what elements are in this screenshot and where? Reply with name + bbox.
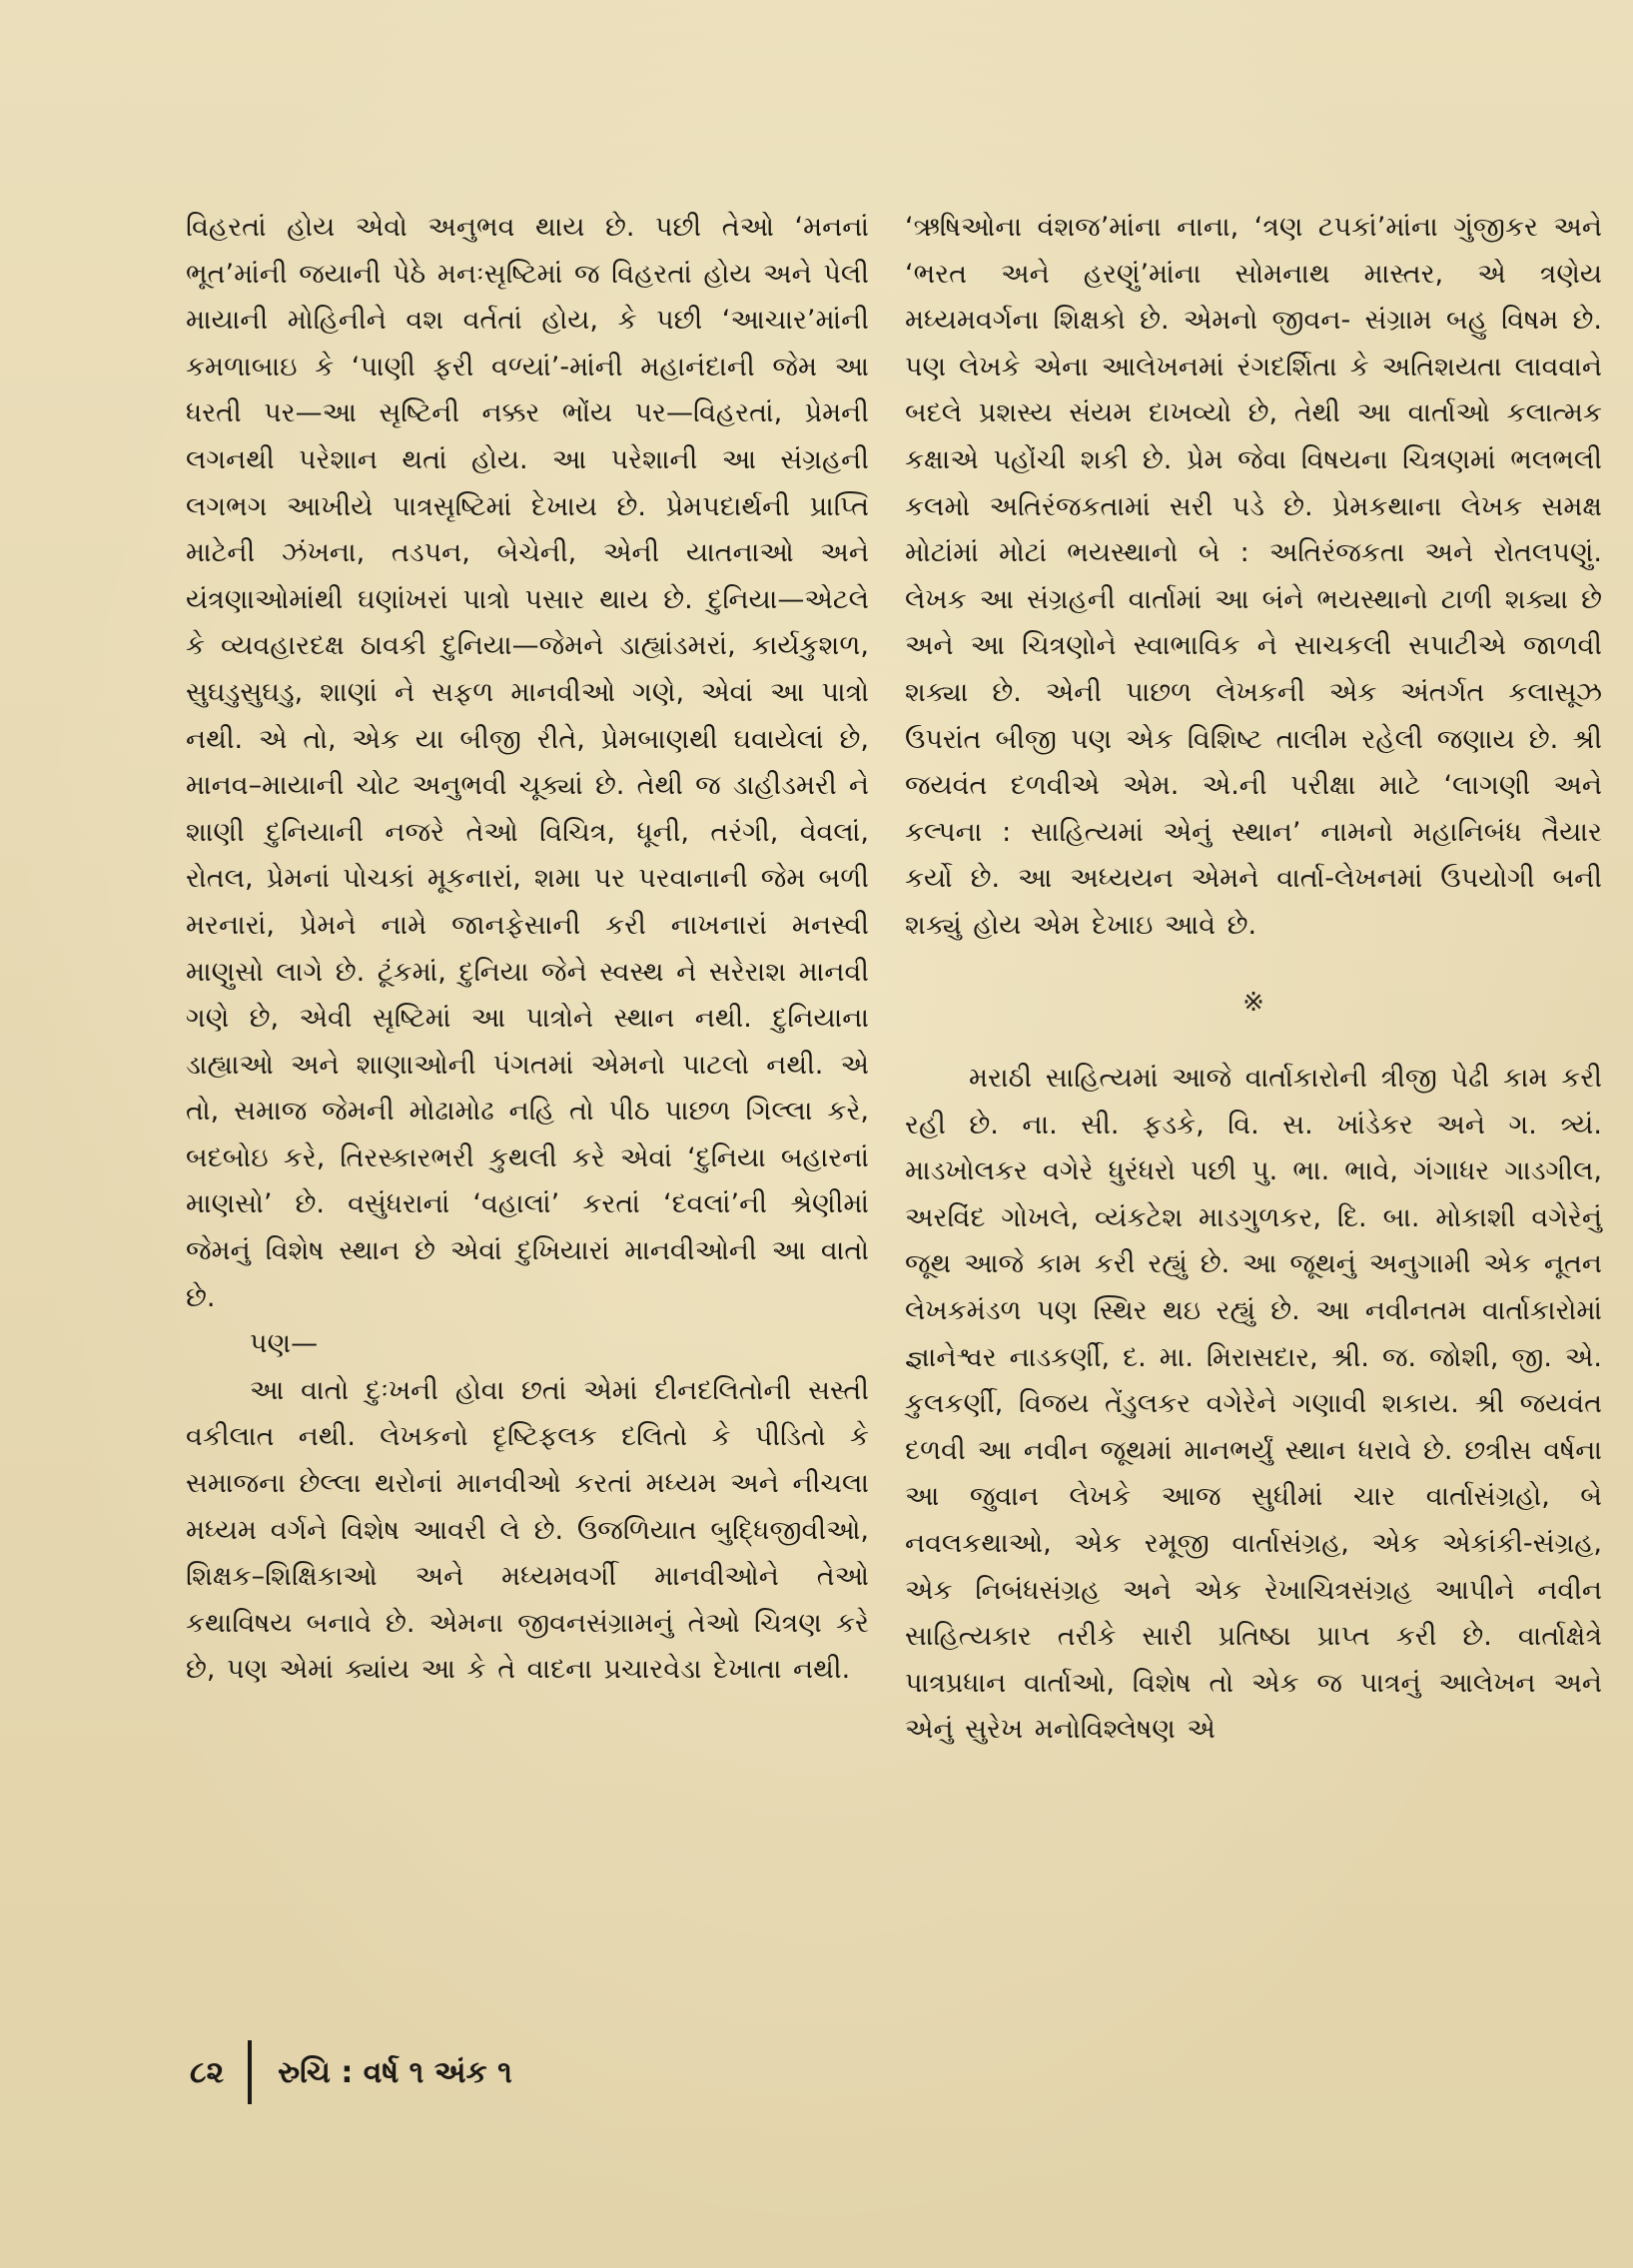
paragraph: ‘ઋષિઓના વંશજ’માંના નાના, ‘ત્રણ ટપકાં’માંના ગુંજીકર અને ‘ભરત અને હરણું’માંના સોમનાથ માસ્તર, એ ત્રણેય મધ્યમવર્ગના શિક્ષકો છે. એમનો જીવન- સંગ્રામ બહુ વિષમ છે. પણ લેખકે એના આલેખનમાં રંગદર્શિતા કે અતિશયતા લાવવાને બદલે પ્રશસ્ય સંયમ દાખવ્યો છે, તેથી આ વાર્તાઓ કલાત્મક કક્ષાએ પહોંચી શકી છે. પ્રેમ જેવા વિષયના ચિત્રણમાં ભલભલી કલમો અતિરંજકતામાં સરી પડે છે. પ્રેમકથાના લેખક સમક્ષ મોટાંમાં મોટાં ભયસ્થાનો બે : અતિરંજકતા અને રોતલપણું. લેખક આ સંગ્રહની વાર્તામાં આ બંને ભયસ્થાનો ટાળી શક્યા છે અને આ ચિત્રણોને સ્વાભાવિક ને સાચકલી સપાટીએ જાળવી શક્યા છે. એની પાછળ લેખકની એક અંતર્ગત કલાસૂઝ ઉપરાંત બીજી પણ એક વિશિષ્ટ તાલીમ રહેલી જણાય છે. શ્રી જયવંત દળવીએ એમ. એ.ની પરીક્ષા માટે ‘લાગણી અને કલ્પના : સાહિત્યમાં એનું સ્થાન’ નામનો મહાનિબંધ તૈયાર કર્યો છે. આ અધ્યયન એમને વાર્તા-લેખનમાં ઉપયોગી બની શક્યું હોય એમ દેખાઇ આવે છે. <box>905 212 1602 941</box>
journal-issue: રુચિ : વર્ષ ૧ અંક ૧ <box>278 2054 512 2090</box>
right-text-column <box>905 205 1602 1754</box>
paragraph: મરાઠી સાહિત્યમાં આજે વાર્તાકારોની ત્રીજી પેઢી કામ કરી રહી છે. ના. સી. ફડકે, વિ. સ. ખાંડેકર અને ગ. ત્ર્યં. માડખોલકર વગેરે ધુરંધરો પછી પુ. ભા. ભાવે, ગંગાધર ગાડગીલ, અરવિંદ ગોખલે, વ્યંકટેશ માડગુળકર, દિ. બા. મોકાશી વગેરેનું જૂથ આજે કામ કરી રહ્યું છે. આ જૂથનું અનુગામી એક નૂતન લેખકમંડળ પણ સ્થિર થઇ રહ્યું છે. આ નવીનતમ વાર્તાકારોમાં જ્ઞાનેશ્વર નાડકર્ણી, દ. મા. મિરાસદાર, શ્રી. જ. જોશી, જી. એ. કુલકર્ણી, વિજય તેંડુલકર વગેરેને ગણાવી શકાય. શ્રી જયવંત દળવી આ નવીન જૂથમાં માનભર્યું સ્થાન ધરાવે છે. છત્રીસ વર્ષના આ જુવાન લેખકે આજ સુધીમાં ચાર વાર્તાસંગ્રહો, બે નવલકથાઓ, એક રમૂજી વાર્તાસંગ્રહ, એક એકાંકી-સંગ્રહ, એક નિબંધસંગ્રહ અને એક રેખાચિત્રસંગ્રહ આપીને નવીન સાહિત્યકાર તરીકે સારી પ્રતિષ્ઠા પ્રાપ્ત કરી છે. વાર્તાક્ષેત્રે પાત્રપ્રધાન વાર્તાઓ, વિશેષ તો એક જ પાત્રનું આલેખન અને એનું સુરેખ મનોવિશ્લેષણ એ <box>905 1063 1602 1746</box>
footer-divider <box>248 2040 252 2104</box>
paragraph: આ વાતો દુઃખની હોવા છતાં એમાં દીનદલિતોની સસ્તી વકીલાત નથી. લેખકનો દૃષ્ટિફલક દલિતો કે પીડિતો કે સમાજના છેલ્લા થરોનાં માનવીઓ કરતાં મધ્યમ અને નીચલા મધ્યમ વર્ગને વિશેષ આવરી લે છે. ઉજળિયાત બુદ્ધિજીવીઓ, શિક્ષક–શિક્ષિકાઓ અને મધ્યમવર્ગી માનવીઓને તેઓ કથાવિષય બનાવે છે. એમના જીવનસંગ્રામનું તેઓ ચિત્રણ કરે છે, પણ એમાં ક્યાંય આ કે તે વાદના પ્રચારવેડા દેખાતા નથી. <box>186 1374 869 1686</box>
section-divider-mark: ※ <box>1242 987 1264 1018</box>
left-text-column <box>186 205 869 1694</box>
page-footer <box>190 2037 512 2107</box>
paragraph: વિહરતાં હોય એવો અનુભવ થાય છે. પછી તેઓ ‘મનનાં ભૂત’માંની જયાની પેઠે મનઃસૃષ્ટિમાં જ વિહરતાં હોય અને પેલી માયાની મોહિનીને વશ વર્તતાં હોય, કે પછી ‘આચાર’માંની કમળાબાઇ કે ‘પાણી ફરી વળ્યાં’-માંની મહાનંદાની જેમ આ ધરતી પર—આ સૃષ્ટિની નક્કર ભોંય પર—વિહરતાં, પ્રેમની લગનથી પરેશાન થતાં હોય. આ પરેશાની આ સંગ્રહની લગભગ આખીયે પાત્રસૃષ્ટિમાં દેખાય છે. પ્રેમપદાર્થની પ્રાપ્તિ માટેની ઝંખના, તડપન, બેચેની, એની યાતનાઓ અને યંત્રણાઓમાંથી ઘણાંખરાં પાત્રો પસાર થાય છે. દુનિયા—એટલે કે વ્યવહારદક્ષ ઠાવકી દુનિયા—જેમને ડાહ્યાંડમરાં, કાર્યકુશળ, સુઘડુસુઘડુ, શાણાં ને સફળ માનવીઓ ગણે, એવાં આ પાત્રો નથી. એ તો, એક યા બીજી રીતે, પ્રેમબાણથી ઘવાયેલાં છે, માનવ–માયાની ચોટ અનુભવી ચૂક્યાં છે. તેથી જ ડાહીડમરી ને શાણી દુનિયાની નજરે તેઓ વિચિત્ર, ધૂની, તરંગી, વેવલાં, રોતલ, પ્રેમનાં પોચકાં મૂકનારાં, શમા પર પરવાનાની જેમ બળી મરનારાં, પ્રેમને નામે જાનફેસાની કરી નાખનારાં મનસ્વી માણુસો લાગે છે. ટૂંકમાં, દુનિયા જેને સ્વસ્થ ને સરેરાશ માનવી ગણે છે, એવી સૃષ્ટિમાં આ પાત્રોને સ્થાન નથી. દુનિયાના ડાહ્યાઓ અને શાણાઓની પંગતમાં એમનો પાટલો નથી. એ તો, સમાજ જેમની મોઢામોઢ નહિ તો પીઠ પાછળ ગિલ્લા કરે, બદબોઇ કરે, તિરસ્કારભરી કુથલી કરે એવાં ‘દુનિયા બહારનાં માણસો’ છે. વસુંધરાનાં ‘વહાલાં’ કરતાં ‘દવલાં’ની શ્રેણીમાં જેમનું વિશેષ સ્થાન છે એવાં દુખિયારાં માનવીઓની આ વાતો છે. <box>186 212 869 1313</box>
paragraph-short: પણ— <box>250 1328 319 1360</box>
page-number: ૮૨ <box>190 2054 225 2090</box>
